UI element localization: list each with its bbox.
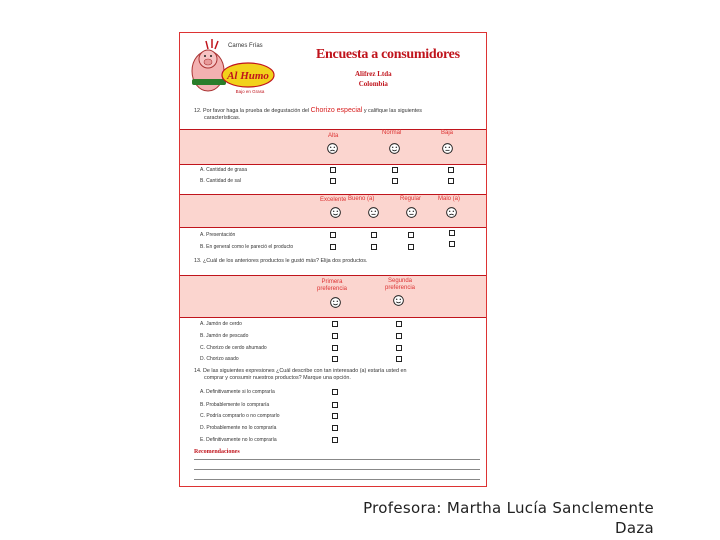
checkbox-grasa-normal[interactable] xyxy=(392,167,398,173)
checkbox-sal-baja[interactable] xyxy=(448,178,454,184)
recommendations-label: Recomendaciones xyxy=(194,449,240,455)
header-excelente: Excelente xyxy=(320,197,347,203)
survey-sheet xyxy=(179,32,487,487)
company-country: Colombia xyxy=(358,80,388,88)
header-alta: Alta xyxy=(328,133,339,139)
sad-face-icon xyxy=(327,143,338,154)
header-primera-preferencia: Primera preferencia xyxy=(316,279,348,292)
checkbox-general-excelente[interactable] xyxy=(330,244,336,250)
header-bueno: Bueno (a) xyxy=(348,196,375,202)
row-presentacion: A. Presentación xyxy=(200,232,236,238)
checkbox-probablemente-si[interactable] xyxy=(332,402,338,408)
footer-line-2: Daza xyxy=(614,519,654,537)
checkbox-presentacion-regular[interactable] xyxy=(408,232,414,238)
q14-line1: 14. De las siguientes expresiones ¿Cuál describe con tan interesado (a) estaría usted en xyxy=(194,368,407,374)
recommendations-line[interactable] xyxy=(194,469,480,470)
checkbox-general-bueno[interactable] xyxy=(371,244,377,250)
checkbox-definitivamente-si[interactable] xyxy=(332,389,338,395)
neutral-face-icon xyxy=(406,207,417,218)
row-en-general: B. En general como le pareció el producto xyxy=(200,244,294,250)
row-jamon-cerdo: A. Jamón de cerdo xyxy=(200,321,242,327)
checkbox-presentacion-malo[interactable] xyxy=(449,230,455,236)
footer-line-1: Profesora: Martha Lucía Sanclemente xyxy=(363,499,654,517)
row-definitivamente-si: A. Definitivamente si lo compraría xyxy=(200,389,275,395)
header-regular: Regular xyxy=(400,196,422,202)
checkbox-grasa-alta[interactable] xyxy=(330,167,336,173)
logo-brand: Al Humo xyxy=(227,70,269,82)
checkbox-jamon-pescado-2[interactable] xyxy=(396,333,402,339)
checkbox-chorizo-asado-1[interactable] xyxy=(332,356,338,362)
company-name: Alifrez Ltda xyxy=(355,70,392,78)
recommendations-line[interactable] xyxy=(194,479,480,480)
header-normal: Normal xyxy=(382,130,402,136)
checkbox-jamon-pescado-1[interactable] xyxy=(332,333,338,339)
checkbox-general-malo[interactable] xyxy=(449,241,455,247)
row-definitivamente-no: E. Definitivamente no lo compraría xyxy=(200,437,277,443)
row-chorizo-ahumado: C. Chorizo de cerdo ahumado xyxy=(200,345,267,351)
q12-suffix: y califique las siguientes xyxy=(363,108,422,114)
row-probablemente-si: B. Probablemente lo compraría xyxy=(200,402,270,408)
q14-line2: comprar y consumir nuestros productos? Marque una opción. xyxy=(204,375,351,381)
checkbox-podria[interactable] xyxy=(332,413,338,419)
checkbox-grasa-baja[interactable] xyxy=(448,167,454,173)
happy-face-icon xyxy=(330,297,341,308)
checkbox-chorizo-ahumado-1[interactable] xyxy=(332,345,338,351)
happy-face-icon xyxy=(330,207,341,218)
survey-title: Encuesta a consumidores xyxy=(316,47,460,62)
row-probablemente-no: D. Probablemente no lo compraría xyxy=(200,425,277,431)
logo-top-text: Carnes Frías xyxy=(228,43,263,49)
checkbox-chorizo-ahumado-2[interactable] xyxy=(396,345,402,351)
recommendations-line[interactable] xyxy=(194,459,480,460)
checkbox-definitivamente-no[interactable] xyxy=(332,437,338,443)
company-block xyxy=(355,69,392,89)
checkbox-presentacion-bueno[interactable] xyxy=(371,232,377,238)
checkbox-jamon-cerdo-2[interactable] xyxy=(396,321,402,327)
checkbox-presentacion-excelente[interactable] xyxy=(330,232,336,238)
header-segunda-preferencia: Segunda preferencia xyxy=(384,278,416,291)
happy-face-icon xyxy=(389,143,400,154)
row-podria: C. Podría comprarlo o no comprarlo xyxy=(200,413,280,419)
q12-product: Chorizo especial xyxy=(310,107,363,114)
happy-face-icon xyxy=(393,295,404,306)
neutral-face-icon xyxy=(442,143,453,154)
sad-face-icon xyxy=(446,207,457,218)
row-cantidad-grasa: A. Cantidad de grasa xyxy=(200,167,247,173)
checkbox-chorizo-asado-2[interactable] xyxy=(396,356,402,362)
checkbox-probablemente-no[interactable] xyxy=(332,425,338,431)
q12-prefix: 12. Por favor haga la prueba de degustación del xyxy=(194,108,310,114)
checkbox-sal-normal[interactable] xyxy=(392,178,398,184)
row-chorizo-asado: D. Chorizo asado xyxy=(200,356,239,362)
checkbox-general-regular[interactable] xyxy=(408,244,414,250)
question-14 xyxy=(194,368,484,382)
checkbox-sal-alta[interactable] xyxy=(330,178,336,184)
header-baja: Baja xyxy=(441,130,454,136)
neutral-face-icon xyxy=(368,207,379,218)
logo-sub: Bajo en Grasa xyxy=(235,89,265,94)
q12-line2: características. xyxy=(204,115,241,121)
footer-credit xyxy=(363,498,654,538)
checkbox-jamon-cerdo-1[interactable] xyxy=(332,321,338,327)
row-jamon-pescado: B. Jamón de pescado xyxy=(200,333,249,339)
question-13: 13. ¿Cuál de los anteriores productos le gustó más? Elija dos productos. xyxy=(194,258,368,264)
question-12 xyxy=(194,107,484,122)
header-malo: Malo (a) xyxy=(438,196,461,202)
row-cantidad-sal: B. Cantidad de sal xyxy=(200,178,241,184)
